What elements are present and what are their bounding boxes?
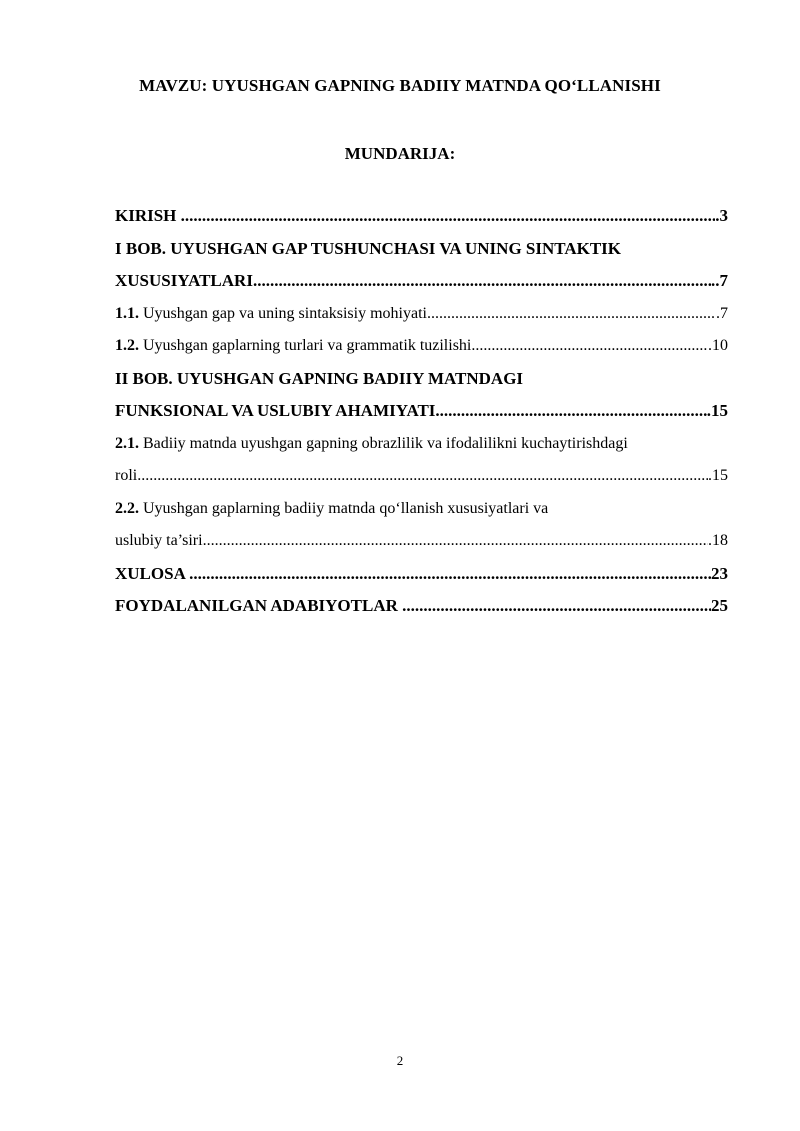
toc-entry-foydalanilgan-adabiyotlar-page: 25 <box>711 596 728 615</box>
toc-entry-section-1-2-label: 1.2. Uyushgan gaplarning turlari va grammatik tuzilishi ..... <box>115 330 708 363</box>
toc-entry-kirish-page: .3 <box>715 206 728 225</box>
toc-entry-chapter-1-label: XUSUSIYATLARI ..... <box>115 265 711 298</box>
toc-entry-xulosa-label: XULOSA ..... <box>115 558 711 591</box>
toc-entry-foydalanilgan-adabiyotlar-label: FOYDALANILGAN ADABIYOTLAR ..... <box>115 590 711 623</box>
page-number: 2 <box>396 1053 404 1068</box>
toc-entry-section-2-2-title: 2.2. Uyushgan gaplarning badiiy matnda qo‘llanish xususiyatlari va <box>115 499 549 517</box>
contents-heading: MUNDARIJA: <box>344 144 456 163</box>
toc-entry-chapter-2-line-1[interactable] <box>115 363 728 396</box>
toc-entry-section-1-1[interactable] <box>115 298 728 331</box>
toc-entry-section-2-1-title: 2.1. Badiiy matnda uyushgan gapning obrazlilik va ifodalilikni kuchaytirishdagi <box>115 434 628 452</box>
toc-entry-chapter-2-line-2[interactable] <box>115 395 728 428</box>
toc-entry-xulosa[interactable] <box>115 558 728 591</box>
toc-entry-chapter-2-page: .15 <box>706 401 728 420</box>
toc-entry-chapter-2-label: FUNKSIONAL VA USLUBIY AHAMIYATI ..... <box>115 395 707 428</box>
table-of-contents <box>115 200 728 623</box>
toc-entry-kirish-label: KIRISH ..... <box>115 200 715 233</box>
toc-entry-section-2-2-page: .18 <box>708 532 728 549</box>
toc-entry-chapter-1-line-1[interactable] <box>115 233 728 266</box>
toc-entry-section-2-2-label: uslubiy ta’siri ..... <box>115 525 708 558</box>
toc-entry-section-1-2-page: .10 <box>708 337 728 354</box>
toc-entry-section-1-2[interactable] <box>115 330 728 363</box>
toc-entry-chapter-1-title: I BOB. UYUSHGAN GAP TUSHUNCHASI VA UNING SINTAKTIK <box>115 238 622 258</box>
toc-entry-section-2-2-line-1[interactable] <box>115 493 728 526</box>
toc-entry-section-2-1-page: .15 <box>708 467 728 484</box>
toc-entry-kirish[interactable] <box>115 200 728 233</box>
toc-entry-section-1-1-label: 1.1. Uyushgan gap va uning sintaksisiy mohiyati ..... <box>115 298 716 331</box>
toc-entry-xulosa-page: 23 <box>711 563 728 583</box>
toc-entry-section-1-1-page: .7 <box>716 304 728 322</box>
topic-title: MAVZU: UYUSHGAN GAPNING BADIIY MATNDA QO‘LLANISHI <box>139 76 661 95</box>
toc-entry-chapter-1-line-2[interactable] <box>115 265 728 298</box>
toc-entry-section-2-1-line-2[interactable] <box>115 460 728 493</box>
toc-entry-chapter-2-title: II BOB. UYUSHGAN GAPNING BADIIY MATNDAGI <box>115 368 524 388</box>
toc-entry-section-2-1-line-1[interactable] <box>115 428 728 461</box>
toc-entry-chapter-1-page: ..7 <box>711 271 728 290</box>
toc-entry-section-2-1-label: roli ..... <box>115 460 708 493</box>
toc-entry-foydalanilgan-adabiyotlar[interactable] <box>115 590 728 623</box>
toc-entry-section-2-2-line-2[interactable] <box>115 525 728 558</box>
